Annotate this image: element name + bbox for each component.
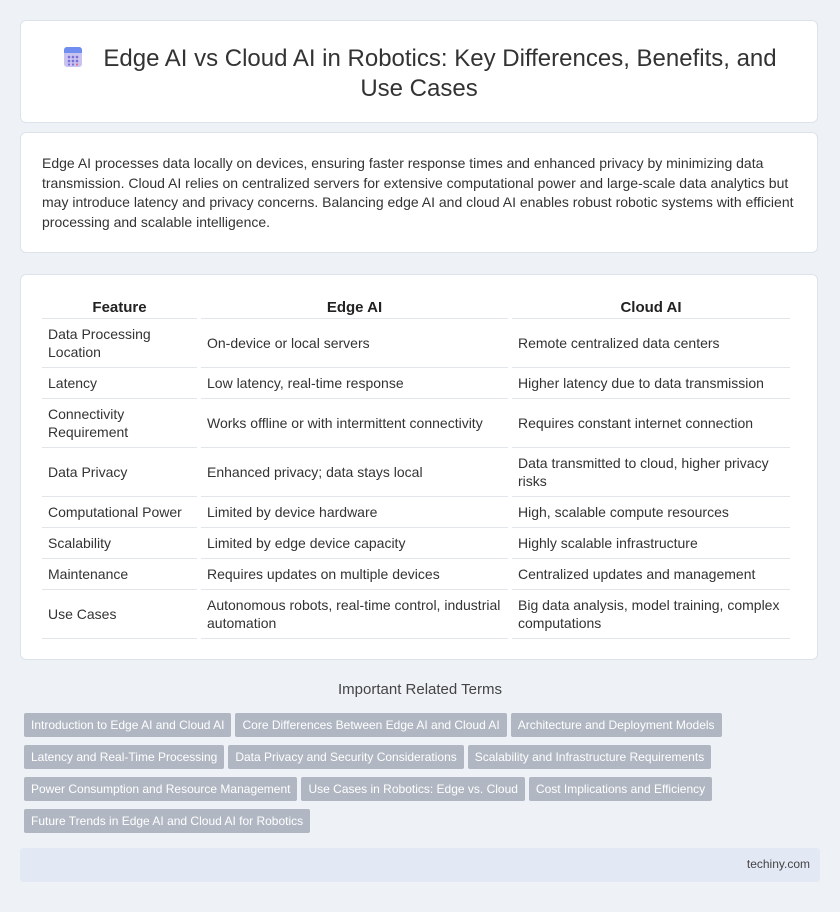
- comparison-table: [38, 296, 794, 639]
- cloud-ai-cell: Big data analysis, model training, complex computations: [512, 590, 790, 639]
- feature-cell: Computational Power: [42, 497, 197, 528]
- related-term-tag[interactable]: Future Trends in Edge AI and Cloud AI for Robotics: [24, 809, 310, 833]
- edge-ai-cell: Limited by device hardware: [201, 497, 508, 528]
- related-term-tag[interactable]: Latency and Real-Time Processing: [24, 745, 224, 769]
- related-term-tag[interactable]: Data Privacy and Security Considerations: [228, 745, 463, 769]
- related-term-tag[interactable]: Cost Implications and Efficiency: [529, 777, 712, 801]
- footer-bar: [20, 848, 820, 882]
- related-term-tag[interactable]: Use Cases in Robotics: Edge vs. Cloud: [301, 777, 524, 801]
- page-title: [21, 44, 817, 104]
- related-term-tag[interactable]: Core Differences Between Edge AI and Cloud AI: [235, 713, 506, 737]
- intro-paragraph: Edge AI processes data locally on devices, ensuring faster response times and enhanced privacy by minimizing data transmission. Cloud AI relies on centralized servers for extensive computational power and large-scale data analytics but may introduce latency and privacy concerns. Balancing edge AI and cloud AI enables robust robotic systems with efficient processing and scalable intelligence.: [42, 155, 794, 230]
- column-header-edge-ai: Edge AI: [201, 296, 508, 319]
- table-row: [42, 590, 790, 639]
- edge-ai-cell: Enhanced privacy; data stays local: [201, 448, 508, 497]
- cloud-ai-cell: Data transmitted to cloud, higher privacy risks: [512, 448, 790, 497]
- cloud-ai-cell: Centralized updates and management: [512, 559, 790, 590]
- related-term-tag[interactable]: Power Consumption and Resource Management: [24, 777, 297, 801]
- calculator-icon: [61, 45, 85, 69]
- table-row: [42, 559, 790, 590]
- table-row: [42, 528, 790, 559]
- related-term-tag[interactable]: Architecture and Deployment Models: [511, 713, 722, 737]
- related-term-tag[interactable]: Scalability and Infrastructure Requirements: [468, 745, 711, 769]
- table-row: [42, 448, 790, 497]
- edge-ai-cell: Autonomous robots, real-time control, industrial automation: [201, 590, 508, 639]
- table-header-row: [42, 296, 790, 319]
- table-row: [42, 368, 790, 399]
- column-header-cloud-ai: Cloud AI: [512, 296, 790, 319]
- related-terms-heading: Important Related Terms: [338, 681, 502, 698]
- feature-cell: Connectivity Requirement: [42, 399, 197, 448]
- related-terms-list: [24, 713, 824, 841]
- intro-card: [20, 132, 818, 253]
- cloud-ai-cell: High, scalable compute resources: [512, 497, 790, 528]
- feature-cell: Scalability: [42, 528, 197, 559]
- cloud-ai-cell: Requires constant internet connection: [512, 399, 790, 448]
- feature-cell: Data Privacy: [42, 448, 197, 497]
- table-row: [42, 319, 790, 368]
- edge-ai-cell: Limited by edge device capacity: [201, 528, 508, 559]
- edge-ai-cell: On-device or local servers: [201, 319, 508, 368]
- feature-cell: Latency: [42, 368, 197, 399]
- comparison-card: [20, 274, 818, 660]
- column-header-feature: Feature: [42, 296, 197, 319]
- edge-ai-cell: Low latency, real-time response: [201, 368, 508, 399]
- feature-cell: Maintenance: [42, 559, 197, 590]
- table-row: [42, 497, 790, 528]
- feature-cell: Use Cases: [42, 590, 197, 639]
- cloud-ai-cell: Higher latency due to data transmission: [512, 368, 790, 399]
- title-card: [20, 20, 818, 123]
- related-term-tag[interactable]: Introduction to Edge AI and Cloud AI: [24, 713, 231, 737]
- cloud-ai-cell: Remote centralized data centers: [512, 319, 790, 368]
- cloud-ai-cell: Highly scalable infrastructure: [512, 528, 790, 559]
- site-name[interactable]: techiny.com: [746, 857, 810, 871]
- edge-ai-cell: Works offline or with intermittent connectivity: [201, 399, 508, 448]
- table-row: [42, 399, 790, 448]
- page-title-text: Edge AI vs Cloud AI in Robotics: Key Differences, Benefits, and Use Cases: [103, 45, 777, 102]
- edge-ai-cell: Requires updates on multiple devices: [201, 559, 508, 590]
- feature-cell: Data Processing Location: [42, 319, 197, 368]
